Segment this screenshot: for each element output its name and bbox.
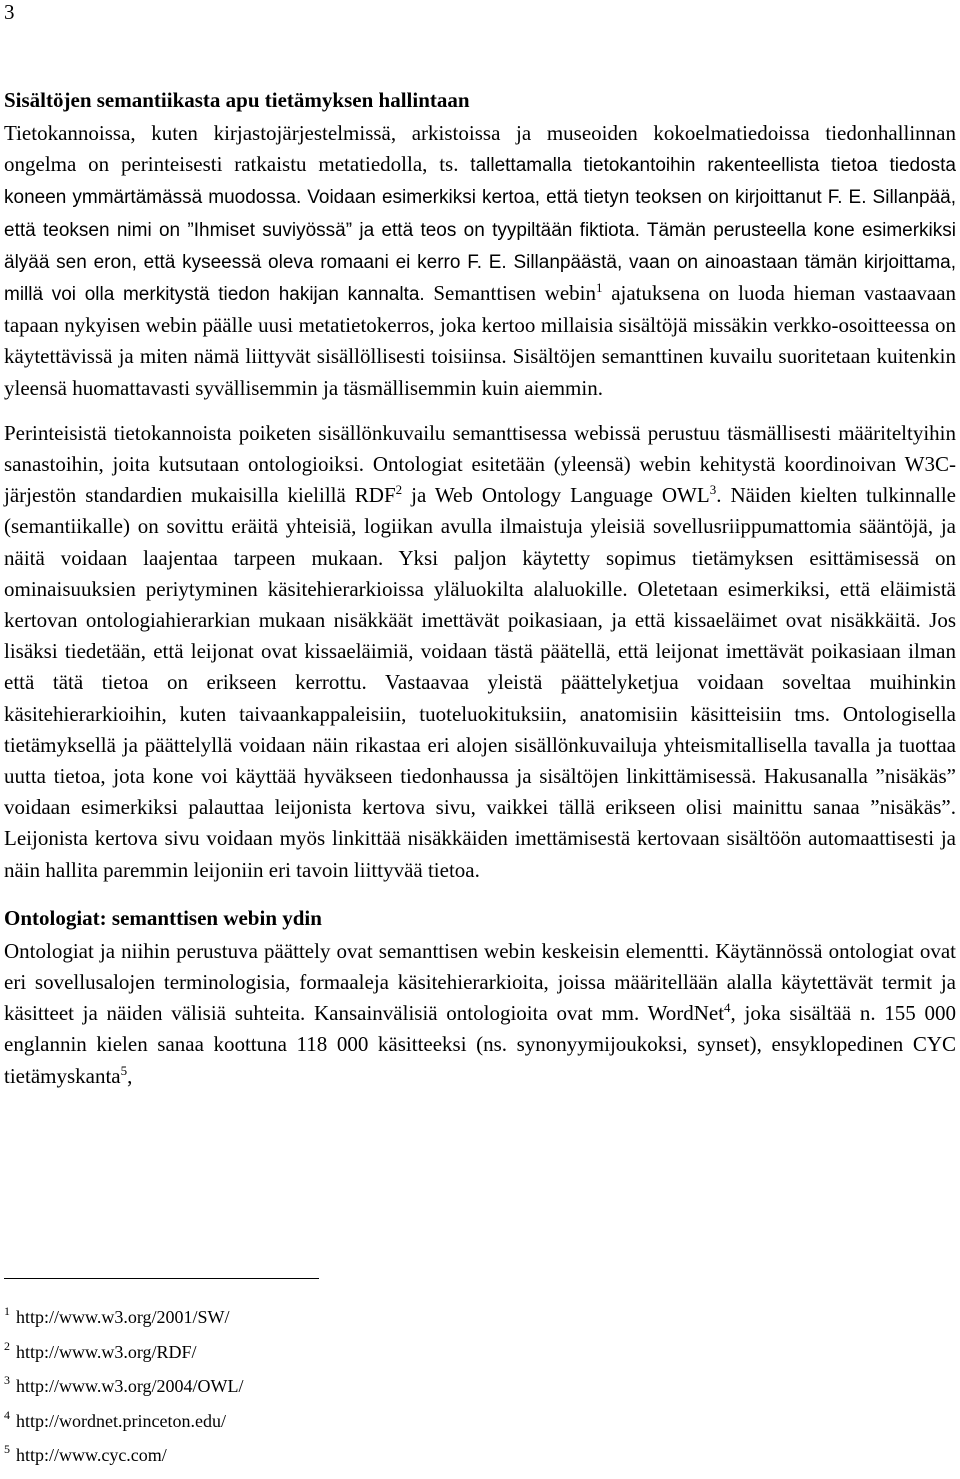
paragraph-text: tallettamalla tietokantoihin rakenteellista tietoa tiedosta koneen ymmärtämässä muodossa. Voidaan esimerkiksi kertoa, että tietyn teoksen on kirjoittanut F. E. Sillanpää, että teoksen nimi on ”Ihmiset suviyössä” ja että teos on tyypiltään fiktiota. Tämän perusteella kone esimerkiksi älyää sen eron, että kyseessä oleva romaani ei kerro F. E. Sillanpäästä, vaan on ainoastaan tämän kirjoittama, millä voi olla merkitystä tiedon hakijan kannalta. [4, 155, 957, 306]
paragraph-text: ja Web Ontology Language OWL [411, 483, 710, 508]
paragraph-text: , joka sisältää n. 155 000 englannin kielen sanaa koottuna 118 000 käsitteeksi (ns. synonyymijoukoksi, synset), ensyklopedinen CYC tietämyskanta [4, 1001, 957, 1088]
footnote-link[interactable]: http://www.w3.org/2004/OWL/ [16, 1376, 244, 1396]
section-heading: Ontologiat: semanttisen webin ydin [4, 905, 322, 930]
footnote-ref: 4 [724, 1000, 731, 1016]
paragraph-text: Perinteisistä tietokannoista poiketen sisällönkuvailu semanttisessa webissä perustuu täsmällisesti määriteltyihin sanastoihin, joita kutsutaan ontologioiksi. Ontologiat esitetään (yleensä) webin kehitystä koordinoivan W3C-järjestön standardien mukaisilla kielillä RDF [4, 420, 956, 508]
footnote-link[interactable]: http://www.w3.org/2001/SW/ [16, 1307, 230, 1327]
footnote-link[interactable]: http://wordnet.princeton.edu/ [16, 1410, 226, 1431]
footnote [4, 1335, 604, 1370]
footnote-separator [4, 1278, 319, 1279]
footnote-number: 2 [4, 1338, 10, 1353]
footnote-number: 3 [4, 1373, 10, 1387]
footnote [4, 1404, 604, 1439]
page-number: 3 [4, 0, 15, 24]
footnote-ref: 5 [120, 1062, 128, 1078]
footnote-number: 4 [4, 1407, 10, 1422]
footnote-link[interactable]: http://www.w3.org/RDF/ [16, 1341, 197, 1362]
body-paragraph [4, 936, 956, 1092]
paragraph-text: , [127, 1063, 133, 1088]
paragraph-text: Semanttisen webin [433, 281, 597, 306]
section-heading: Sisältöjen semantiikasta apu tietämyksen hallintaan [4, 88, 470, 112]
footnote-ref: 2 [395, 482, 403, 498]
footnote [4, 1438, 604, 1473]
footnote-link[interactable]: http://www.cyc.com/ [16, 1445, 167, 1465]
footnote [4, 1300, 604, 1335]
footnote-number: 1 [4, 1304, 10, 1318]
footnote-number: 5 [4, 1442, 10, 1456]
footnote [4, 1369, 604, 1404]
paragraph-text: . Näiden kielten tulkinnalle (semantiikalle) on sovittu eräitä yhteisiä, logiikan avulla ilmaistuja yleisiä sovellusriippumattomia sääntöjä, ja näitä voidaan laajentaa tarpeen mukaan. Yksi paljon käytetty sopimus tietämyksen esittämisessä on ominaisuuksien periytyminen käsitehierarkioissa yläluokilta alaluokille. Oletetaan esimerkiksi, että eläimistä kertovan ontologiahierarkian mukaan nisäkkäät imettävät poikasiaan, ja että kissaeläimet ovat nisäkkäitä. Jos lisäksi tiedetään, että leijonat ovat kissaeläimiä, voidaan tästä päätellä, että leijonat imettävät poikasiaan ilman että tätä tietoa on erikseen kerrottu. Vastaavaa yleistä päättelyketjua voidaan soveltaa muihinkin käsitehierarkioihin, kuten taivaankappaleisiin, tuoteluokituksiin, anatomisiin käsitteisiin tms. Ontologisella tietämyksellä ja päättelyllä voidaan näin rikastaa eri alojen sisällönkuvailuja yhteismitallisella tavalla ja tuottaa uutta tietoa, jota kone voi käyttää hyväkseen tiedonhaussa ja sisältöjen linkittämisessä. Hakusanalla ”nisäkäs” voidaan esimerkiksi palauttaa leijonista kertova sivu, vaikkei tällä erikseen olisi mainittu sanaa ”nisäkäs”. Leijonista kertova sivu voidaan myös linkittää nisäkkäiden imettämisestä kertovaan sisältöön automaattisesti ja näin hallita paremmin leijoniin eri tavoin liittyvää tietoa. [4, 483, 956, 882]
paragraph-text: Ontologiat ja niihin perustuva päättely ovat semanttisen webin keskeisin elementti. Käytännössä ontologiat ovat eri sovellusalojen terminologisia, formaaleja käsitehierarkioita, joissa määritellään alalla käytettävät termit ja käsitteet ja näiden välisiä suhteita. Kansainvälisiä ontologioita ovat mm. WordNet [4, 938, 956, 1026]
document-body [4, 86, 956, 1092]
footnotes [4, 1300, 604, 1473]
body-paragraph [4, 118, 956, 404]
body-paragraph [4, 418, 956, 886]
paragraph-text: ajatuksena on luoda hieman vastaavaan tapaan nykyisen webin päälle uusi metatietokerros, joka kertoo millaisia sisältöjä missäkin verkko-osoitteessa on käytettävissä ja miten nämä liittyvät sisällöllisesti toisiinsa. Sisältöjen semanttinen kuvailu suoritetaan kuitenkin yleensä huomattavasti syvällisemmin ja täsmällisemmin kuin aiemmin. [4, 281, 957, 400]
footnote-ref: 1 [596, 280, 603, 296]
paragraph-text: Tietokannoissa, kuten kirjastojärjestelmissä, arkistoissa ja museoiden kokoelmatiedoissa tiedonhallinnan ongelma on perinteisesti ratkaistu metatiedolla, ts. [4, 121, 956, 177]
footnote-ref: 3 [709, 482, 717, 498]
